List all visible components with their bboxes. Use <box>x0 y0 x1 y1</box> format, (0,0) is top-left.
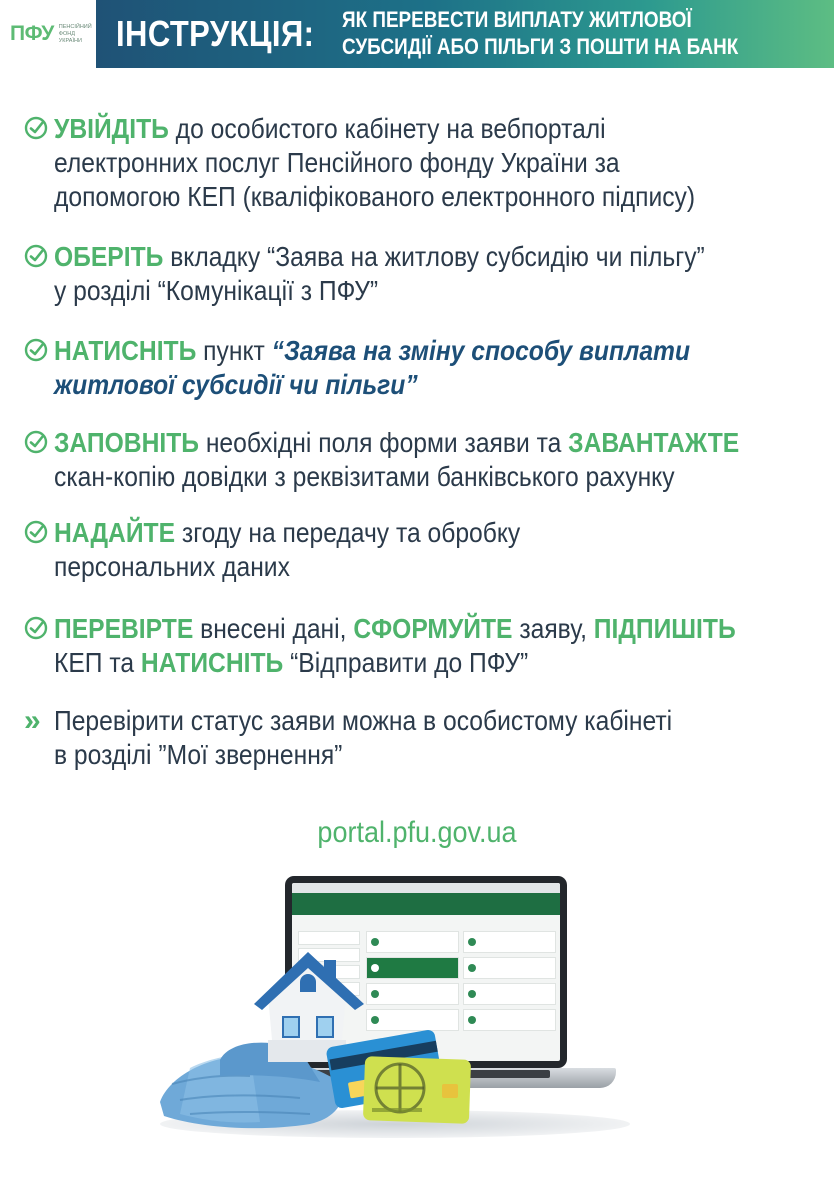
step-3 <box>24 334 824 402</box>
step-1-text <box>54 112 732 214</box>
status-note <box>24 704 824 772</box>
step-keyword: ЗАПОВНІТЬ <box>54 427 199 458</box>
step-highlight: “Заява на зміну способу виплати <box>271 335 691 366</box>
step-1 <box>24 112 824 214</box>
house-scarf-cards-art <box>150 870 630 1140</box>
step-line: пункт <box>196 335 272 366</box>
check-circle-icon <box>24 116 54 144</box>
step-keyword: ПІДПИШІТЬ <box>593 613 736 644</box>
step-line: заяву, <box>512 613 594 644</box>
step-line: згоду на передачу та обробку <box>175 517 521 548</box>
step-line: КЕП та <box>54 647 141 678</box>
laptop-illustration <box>150 870 630 1140</box>
step-keyword: ОБЕРІТЬ <box>54 241 164 272</box>
title-banner <box>96 0 834 68</box>
note-marker: » <box>24 704 41 737</box>
step-line: “Відправити до ПФУ” <box>283 647 529 678</box>
check-circle-icon <box>24 616 54 644</box>
step-keyword: НАТИСНІТЬ <box>140 647 284 678</box>
step-line: вкладку “Заява на житлову субсидію чи пільгу” <box>163 241 705 272</box>
step-keyword: ЗАВАНТАЖТЕ <box>568 427 740 458</box>
step-keyword: СФОРМУЙТЕ <box>353 613 513 644</box>
step-2 <box>24 240 824 308</box>
step-keyword: ПЕРЕВІРТЕ <box>54 613 194 644</box>
header <box>0 0 834 68</box>
page-subtitle <box>342 6 738 60</box>
step-2-text <box>54 240 732 308</box>
step-4 <box>24 426 824 494</box>
subtitle-line-2: СУБСИДІЇ АБО ПІЛЬГИ З ПОШТИ НА БАНК <box>342 34 739 59</box>
bank-card-green-icon <box>363 1056 471 1124</box>
step-line: у розділі “Комунікації з ПФУ” <box>54 275 379 306</box>
check-circle-icon <box>24 430 54 458</box>
double-chevron-icon <box>24 706 54 736</box>
note-line: в розділі ”Мої звернення” <box>54 739 343 770</box>
step-6 <box>24 612 824 680</box>
step-line: електронних послуг Пенсійного фонду України за <box>54 147 620 178</box>
step-6-text <box>54 612 736 680</box>
portal-url: portal.pfu.gov.ua <box>317 816 517 849</box>
page-title: ІНСТРУКЦІЯ: <box>116 13 315 54</box>
subtitle-line-1: ЯК ПЕРЕВЕСТИ ВИПЛАТУ ЖИТЛОВОЇ <box>342 7 692 32</box>
step-highlight: житлової субсидії чи пільги” <box>54 369 418 400</box>
step-line: необхідні поля форми заяви та <box>198 427 569 458</box>
check-circle-icon <box>24 338 54 366</box>
logo-mark: ПФУ <box>10 22 54 45</box>
step-line: внесені дані, <box>193 613 354 644</box>
note-line: Перевірити статус заяви можна в особистому кабінеті <box>54 705 673 736</box>
step-5-text <box>54 516 732 584</box>
step-line: до особистого кабінету на вебпорталі <box>168 113 606 144</box>
pfu-logo <box>0 0 96 68</box>
step-keyword: НАТИСНІТЬ <box>54 335 197 366</box>
step-keyword: НАДАЙТЕ <box>54 517 176 548</box>
step-4-text <box>54 426 739 494</box>
check-circle-icon <box>24 520 54 548</box>
step-3-text <box>54 334 732 402</box>
step-5 <box>24 516 824 584</box>
note-text <box>54 704 732 772</box>
step-keyword: УВІЙДІТЬ <box>54 113 169 144</box>
step-line: скан-копію довідки з реквізитами банківського рахунку <box>54 461 675 492</box>
check-circle-icon <box>24 244 54 272</box>
logo-text: ПЕНСІЙНИЙ ФОНД УКРАЇНИ <box>58 23 92 44</box>
step-line: допомогою КЕП (кваліфікованого електронного підпису) <box>54 181 696 212</box>
step-line: персональних даних <box>54 551 290 582</box>
